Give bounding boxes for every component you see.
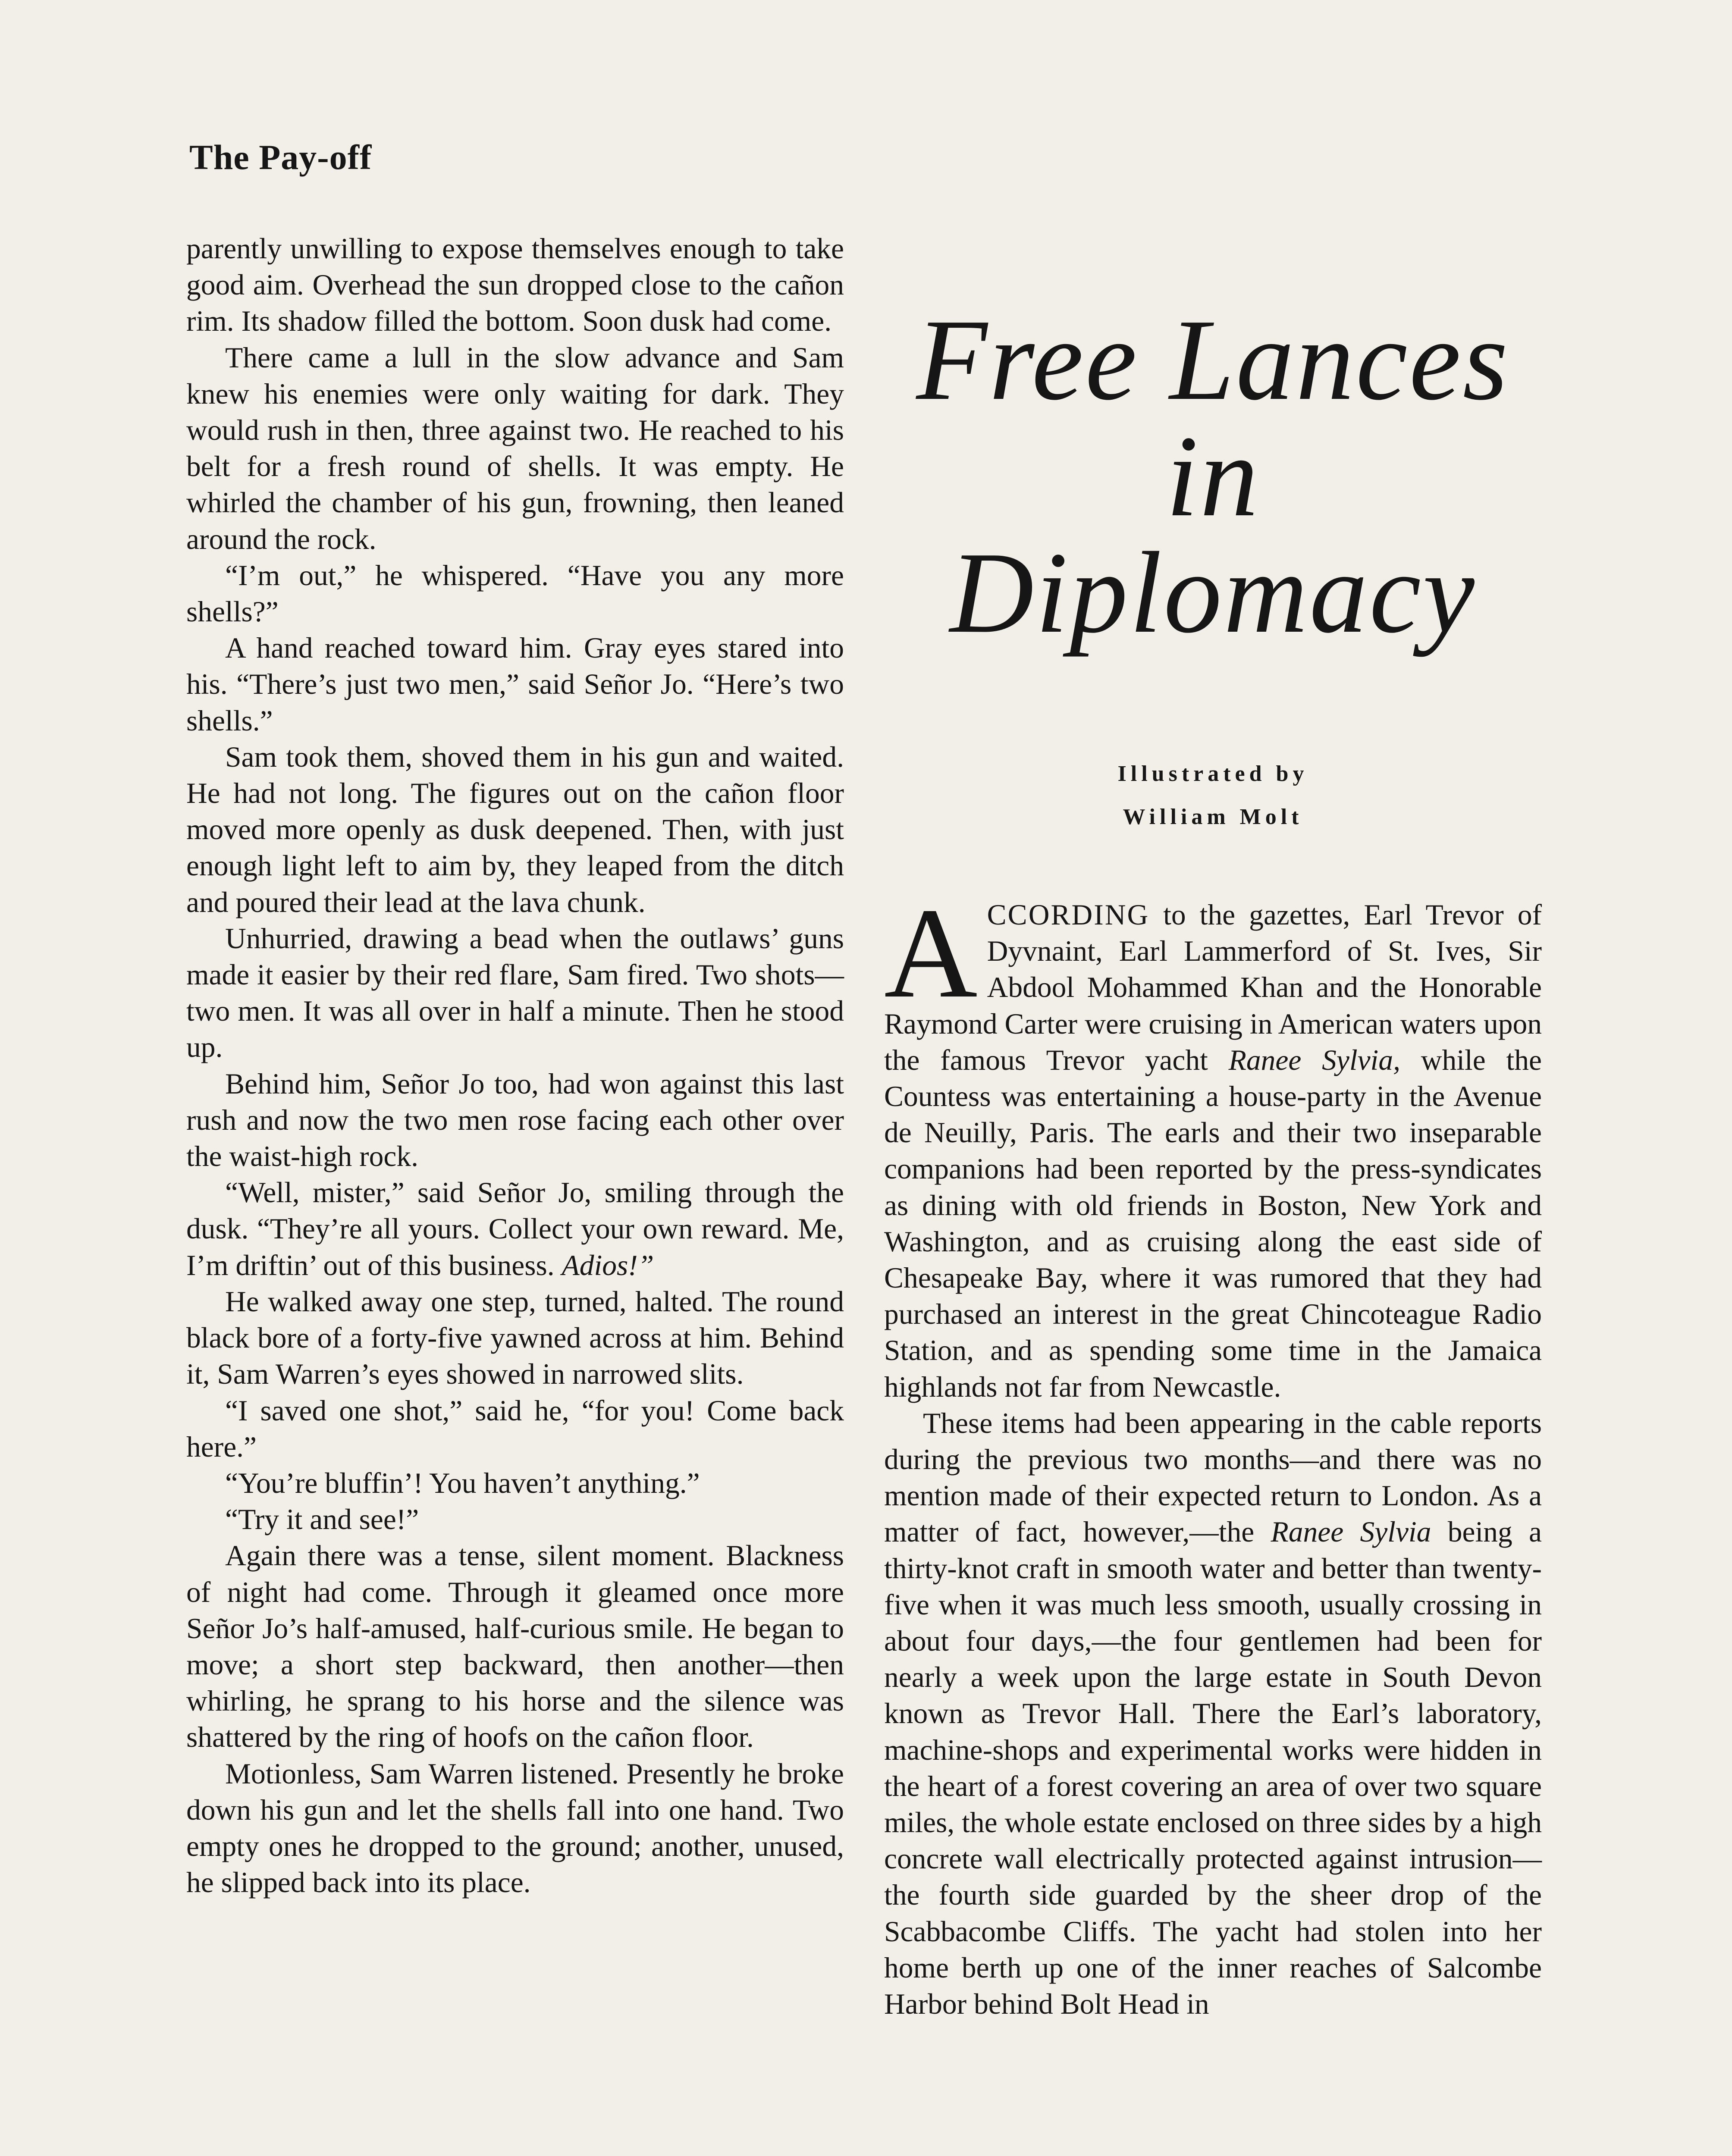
ship-name-1: Ranee Sylvia, [1228,1044,1400,1076]
opening-caps: CCORDING [987,899,1150,931]
left-paragraph-4: A hand reached toward him. Gray eyes stared into his. “There’s just two men,” said Señor Jo. “Here’s two shells.” [186,632,844,737]
left-paragraph-2: There came a lull in the slow advance and Sam knew his enemies were only waiting for dark. They would rush in then, three against two. He reached to his belt for a fresh round of shells. It was empty. He whirled the chamber of his gun, frowning, then leaned around the rock. [186,341,844,555]
story-title [884,295,1542,657]
left-paragraph-6: Unhurried, drawing a bead when the outlaws’ guns made it easier by their red flare, Sam fired. Two shots—two men. It was all over in half a minute. Then he stood up. [186,922,844,1064]
left-paragraph-12: “Try it and see!” [225,1503,419,1536]
left-paragraph-5: Sam took them, shoved them in his gun and waited. He had not long. The figures out on the cañon floor moved more openly as dusk deepened. Then, with just enough light left to aim by, they leaped from the ditch and poured their lead at the lava chunk. [186,740,844,918]
right-paragraph-2-b: being a thirty-knot craft in smooth water and better than twenty-five when it was much less smooth, usually crossing in about four days,—the four gentlemen had been for nearly a week upon the large estate in South Devon known as Trevor Hall. There the Earl’s laboratory, machine-shops and experimental works were hidden in the heart of a forest covering an area of over two square miles, the whole estate enclosed on three sides by a high concrete wall electrically protected against intrusion—the fourth side guarded by the sheer drop of the Scabbacombe Cliffs. The yacht had stolen into her home berth up one of the inner reaches of Salcombe Harbor behind Bolt Head in [884,1516,1542,2021]
left-paragraph-8-text: “Well, mister,” said Señor Jo, smiling through the dusk. “They’re all yours. Collect your own reward. Me, I’m driftin’ out of this business. [186,1176,844,1282]
title-line-2: in [1166,412,1260,541]
left-paragraph-1: parently unwilling to expose themselves enough to take good aim. Overhead the sun dropped close to the cañon rim. Its shadow filled the bottom. Soon dusk had come. [186,232,844,338]
title-line-3: Diplomacy [950,528,1476,657]
ship-name-2: Ranee Sylvia [1271,1516,1431,1548]
left-paragraph-3: “I’m out,” he whispered. “Have you any more shells?” [186,559,844,628]
left-paragraph-13: Again there was a tense, silent moment. Blackness of night had come. Through it gleamed once more Señor Jo’s half-amused, half-curious smile. He began to move; a short step backward, then another—then whirling, he sprang to his horse and the silence was shattered by the ring of hoofs on the cañon floor. [186,1539,844,1754]
right-column [884,881,1542,2022]
left-column [186,231,844,1901]
left-paragraph-10: “I saved one shot,” said he, “for you! Come back here.” [186,1394,844,1463]
left-paragraph-8 [186,1175,844,1284]
right-paragraph-1-b: while the Countess was entertaining a house-party in the Avenue de Neuilly, Paris. The earls and their two inseparable companions had been reported by the press-syndicates as dining with old friends in Boston, New York and Washington, and as cruising along the east side of Chesapeake Bay, where it was rumored that they had purchased an interest in the great Chincoteague Radio Station, and as spending some time in the Jamaica highlands not far from Newcastle. [884,1044,1542,1403]
right-paragraph-1-a: to the gazettes, Earl Trevor of Dyvnaint, Earl Lammerford of St. Ives, Sir Abdool Mohammed Khan and the Honorable Raymond Carter were cruising in American waters upon the famous Trevor yacht [884,899,1542,1076]
credit-line-2: William Molt [1123,805,1303,829]
left-paragraph-7: Behind him, Señor Jo too, had won against this last rush and now the two men rose facing each other over the waist-high rock. [186,1067,844,1173]
running-head: The Pay-off [189,138,372,177]
credit-line-1: Illustrated by [1117,761,1308,786]
title-line-1: Free Lances [916,295,1510,424]
illustrator-credit [884,752,1542,839]
right-paragraph-2 [884,1405,1542,2022]
left-paragraph-11: “You’re bluffin’! You haven’t anything.” [225,1467,700,1499]
adios-italic: Adios!” [562,1249,654,1282]
drop-cap: A [884,881,978,1025]
left-paragraph-9: He walked away one step, turned, halted. The round black bore of a forty-five yawned across at him. Behind it, Sam Warren’s eyes showed in narrowed slits. [186,1285,844,1391]
right-paragraph-1 [884,881,1542,1405]
right-paragraph-2-a: These items had been appearing in the cable reports during the previous two months—and there was no mention made of their expected return to London. As a matter of fact, however,—the [884,1407,1542,1548]
left-paragraph-14: Motionless, Sam Warren listened. Presently he broke down his gun and let the shells fall into one hand. Two empty ones he dropped to the ground; another, unused, he slipped back into its place. [186,1757,844,1899]
